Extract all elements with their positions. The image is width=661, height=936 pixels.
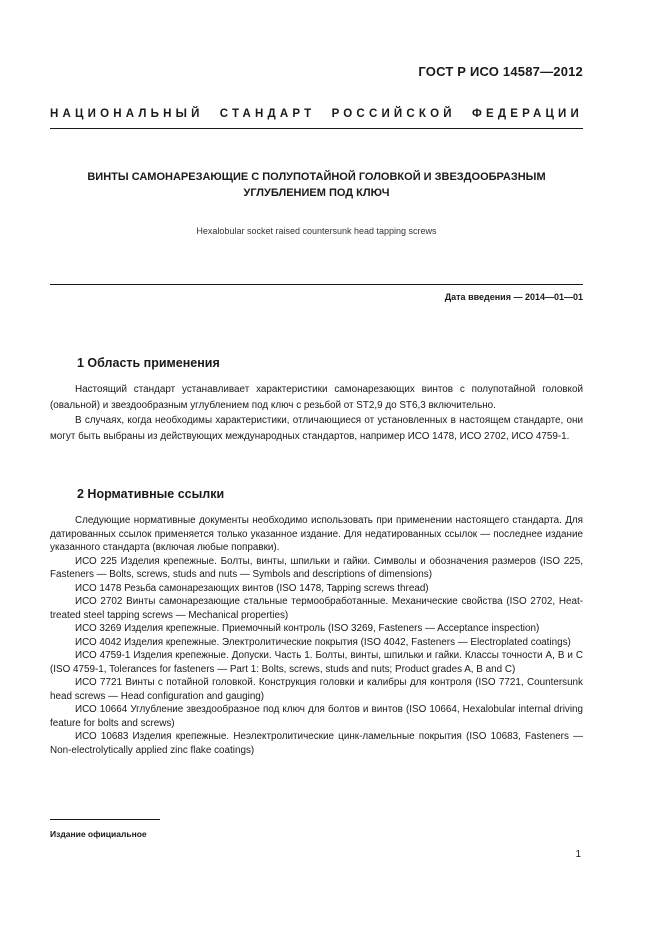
reference-item: ИСО 10683 Изделия крепежные. Неэлектролитические цинк-ламельные покрытия (ISO 10683, Fasteners — Non-electrolytically applied zinc flake coatings) [50,731,583,756]
section-heading: 1 Область применения [77,356,220,370]
english-title: Hexalobular socket raised countersunk head tapping screws [196,226,437,236]
paragraph: Настоящий стандарт устанавливает характеристики самонарезающих винтов с полупотайной головкой (овальной) и звездообразным углублением под ключ с резьбой от ST2,9 до ST6,3 включительно. [50,384,583,411]
official-edition-note: Издание официальное [50,829,147,839]
reference-item: ИСО 225 Изделия крепежные. Болты, винты, шпильки и гайки. Символы и обозначения размеров (ISO 225, Fasteners — Bolts, screws, studs and nuts — Symbols and descriptions of dimensions) [50,555,583,580]
reference-item: ИСО 4759-1 Изделия крепежные. Допуски. Часть 1. Болты, винты, шпильки и гайки. Классы точности А, В и С (ISO 4759-1, Tolerances for fasteners — Part 1: Bolts, screws, studs and nuts; Product grades A, B and C) [50,650,583,675]
reference-item: ИСО 4042 Изделия крепежные. Электролитические покрытия (ISO 4042, Fasteners — Electroplated coatings) [75,636,571,648]
document-title [60,169,573,201]
title-line-2: УГЛУБЛЕНИЕМ ПОД КЛЮЧ [243,187,390,199]
reference-item: ИСО 2702 Винты самонарезающие стальные термообработанные. Механические свойства (ISO 2702, Heat-treated steel tapping screws — Mechanical properties) [50,596,583,621]
section-normative-references [50,487,583,757]
section-heading: 2 Нормативные ссылки [77,487,225,501]
reference-item: ИСО 10664 Углубление звездообразное под ключ для болтов и винтов (ISO 10664, Hexalobular internal driving feature for bolts and screws) [50,704,583,729]
title-line-1: ВИНТЫ САМОНАРЕЗАЮЩИЕ С ПОЛУПОТАЙНОЙ ГОЛОВКОЙ И ЗВЕЗДООБРАЗНЫМ [87,171,546,183]
reference-list [50,555,583,758]
introduction-date: Дата введения — 2014—01—01 [444,292,583,302]
reference-item: ИСО 3269 Изделия крепежные. Приемочный контроль (ISO 3269, Fasteners — Acceptance inspection) [75,623,540,634]
header-divider [50,128,583,129]
paragraph: Следующие нормативные документы необходимо использовать при применении настоящего стандарта. Для датированных ссылок применяется только указанное издание. Для недатированных ссылок — последнее издание указанного стандарта (включая любые поправки). [50,515,583,553]
section-scope [50,356,583,444]
footer-divider [50,819,160,820]
document-code: ГОСТ Р ИСО 14587—2012 [418,64,583,79]
reference-item: ИСО 7721 Винты с потайной головкой. Конструкция головки и калибры для контроля (ISO 7721, Countersunk head screws — Head configuration and gauging) [50,677,583,702]
paragraph: В случаях, когда необходимы характеристики, отличающиеся от установленных в настоящем стандарте, они могут быть выбраны из действующих международных стандартов, например ИСО 1478, ИСО 2702, ИСО 4759-1. [50,415,583,442]
title-divider [50,284,583,285]
reference-item: ИСО 1478 Резьба самонарезающих винтов (ISO 1478, Tapping screws thread) [75,582,429,594]
page-number: 1 [575,849,581,860]
national-standard-banner: НАЦИОНАЛЬНЫЙ СТАНДАРТ РОССИЙСКОЙ ФЕДЕРАЦИИ [50,108,583,120]
